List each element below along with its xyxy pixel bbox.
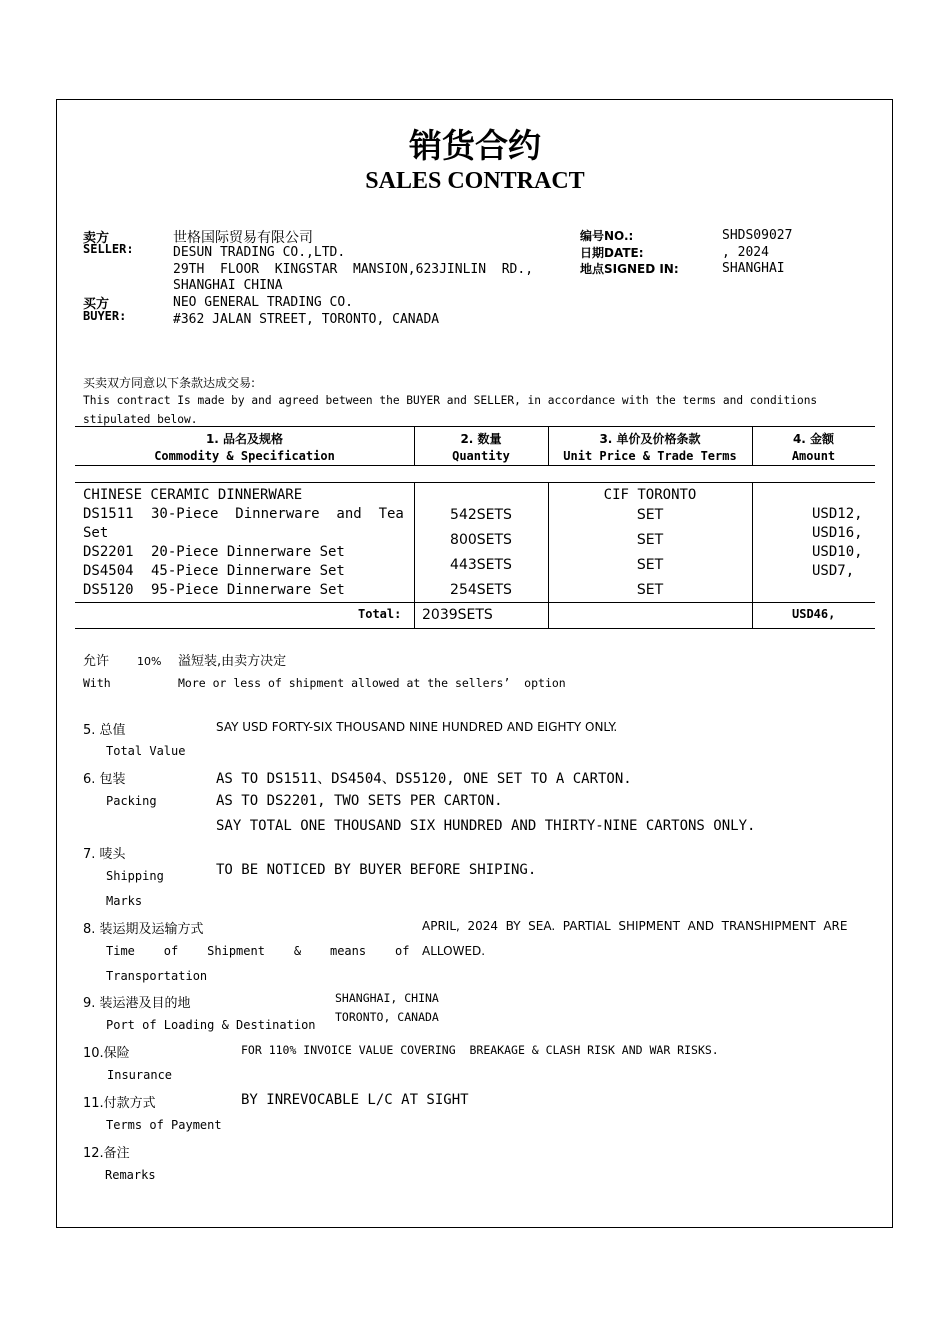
date-value: , 2024 <box>722 245 769 260</box>
seller-label-en: SELLER: <box>83 242 134 256</box>
item-quantity: 254SETS <box>450 582 512 598</box>
clause-12-label-en: Remarks <box>105 1168 156 1182</box>
item-unit: SET <box>636 557 664 573</box>
commodity-title: CHINESE CERAMIC DINNERWARE <box>83 487 303 503</box>
total-amount: USD46, <box>792 607 836 621</box>
allowance-en-text: More or less of shipment allowed at the sellers’ option <box>178 676 566 690</box>
agreement-cn: 买卖双方同意以下条款达成交易: <box>83 376 256 390</box>
clause-8-label-en-1: Time of Shipment & means of <box>106 944 410 958</box>
title-english: SALES CONTRACT <box>365 168 585 194</box>
table-bottom-border <box>75 628 875 629</box>
clause-11-label-en: Terms of Payment <box>106 1118 222 1132</box>
col-divider-3b <box>752 482 753 629</box>
item-quantity: 542SETS <box>450 507 512 523</box>
item-description: 30-Piece Dinnerware and Tea <box>151 506 404 522</box>
item-unit: SET <box>636 507 664 523</box>
item-code: DS1511 <box>83 506 134 522</box>
table-header-bottom <box>75 465 875 466</box>
seller-address-line2: SHANGHAI CHINA <box>173 278 283 293</box>
seller-name-cn: 世格国际贸易有限公司 <box>173 230 313 246</box>
header-commodity-en: Commodity & Specification <box>154 449 335 463</box>
item-description-cont: Set <box>83 525 109 541</box>
header-amount-cn: 4. 金额 <box>792 432 835 446</box>
item-amount: USD10, <box>812 544 863 560</box>
clause-7-value: TO BE NOTICED BY BUYER BEFORE SHIPING. <box>216 862 537 878</box>
clause-7-label-en-1: Shipping <box>106 869 164 883</box>
buyer-name: NEO GENERAL TRADING CO. <box>173 295 354 310</box>
seller-address-line1: 29TH FLOOR KINGSTAR MANSION,623JINLIN RD., <box>173 262 534 277</box>
header-unit-price-en: Unit Price & Trade Terms <box>563 449 737 463</box>
clause-8-value-1: APRIL, 2024 BY SEA. PARTIAL SHIPMENT AND TRANSHIPMENT ARE <box>422 919 848 933</box>
clause-9-value-1: SHANGHAI, CHINA <box>335 991 439 1005</box>
clause-6-line1: AS TO DS1511、DS4504、DS5120, ONE SET TO A CARTON. <box>216 771 632 787</box>
item-description: 20-Piece Dinnerware Set <box>151 544 345 560</box>
agreement-en-line2: stipulated below. <box>83 413 198 426</box>
total-quantity: 2039SETS <box>422 607 493 623</box>
item-description: 95-Piece Dinnerware Set <box>151 582 345 598</box>
trade-term: CIF TORONTO <box>603 487 697 503</box>
table-top-border <box>75 426 875 427</box>
item-unit: SET <box>636 582 664 598</box>
buyer-address: #362 JALAN STREET, TORONTO, CANADA <box>173 312 440 327</box>
item-code: DS4504 <box>83 563 134 579</box>
clause-8-value-2: ALLOWED. <box>422 944 486 958</box>
agreement-en-line1: This contract Is made by and agreed between the BUYER and SELLER, in accordance with the terms and conditions <box>83 394 818 407</box>
header-amount-en: Amount <box>791 449 836 463</box>
header-quantity-cn: 2. 数量 <box>460 432 502 446</box>
seller-name-en: DESUN TRADING CO.,LTD. <box>173 245 346 260</box>
item-amount: USD12, <box>812 506 863 522</box>
total-label: Total: <box>358 607 402 621</box>
contract-no-value: SHDS09027 <box>722 228 793 243</box>
col-divider-1b <box>414 482 415 629</box>
clause-10-value: FOR 110% INVOICE VALUE COVERING BREAKAGE & CLASH RISK AND WAR RISKS. <box>241 1043 719 1057</box>
clause-5-label-en: Total Value <box>106 744 186 758</box>
table-body-top <box>75 482 875 483</box>
allowance-cn-prefix: 允许 <box>83 654 110 669</box>
contract-no-label: 编号NO.: <box>580 229 634 243</box>
clause-7-label-cn: 7. 唛头 <box>83 847 126 862</box>
clause-5-value: SAY USD FORTY-SIX THOUSAND NINE HUNDRED AND EIGHTY ONLY. <box>216 720 618 734</box>
allowance-percentage: 10% <box>137 655 162 668</box>
header-quantity-en: Quantity <box>452 449 510 463</box>
allowance-cn-text: 溢短装,由卖方决定 <box>178 654 287 669</box>
item-amount: USD7, <box>812 563 855 579</box>
allowance-en-prefix: With <box>83 676 111 690</box>
clause-11-value: BY INREVOCABLE L/C AT SIGHT <box>241 1092 469 1108</box>
clause-9-label-cn: 9. 装运港及目的地 <box>83 996 191 1011</box>
signed-in-label: 地点SIGNED IN: <box>580 262 679 276</box>
table-total-top <box>75 602 875 603</box>
col-divider-2b <box>548 482 549 629</box>
clause-8-label-en-2: Transportation <box>106 969 208 983</box>
signed-in-value: SHANGHAI <box>722 261 785 276</box>
clause-7-label-en-2: Marks <box>106 894 143 908</box>
item-description: 45-Piece Dinnerware Set <box>151 563 345 579</box>
header-commodity-cn: 1. 品名及规格 <box>205 432 284 446</box>
clause-9-value-2: TORONTO, CANADA <box>335 1010 439 1024</box>
date-label: 日期DATE: <box>580 246 644 260</box>
clause-6-label-cn: 6. 包装 <box>83 772 126 787</box>
clause-10-label-en: Insurance <box>107 1068 173 1082</box>
clause-8-label-cn: 8. 装运期及运输方式 <box>83 922 204 937</box>
buyer-label-cn: 买方 <box>83 297 110 312</box>
clause-6-line3: SAY TOTAL ONE THOUSAND SIX HUNDRED AND THIRTY-NINE CARTONS ONLY. <box>216 818 756 834</box>
item-code: DS5120 <box>83 582 134 598</box>
seller-label-cn: 卖方 <box>83 231 110 246</box>
item-code: DS2201 <box>83 544 134 560</box>
clause-6-label-en: Packing <box>106 794 157 808</box>
clause-6-line2: AS TO DS2201, TWO SETS PER CARTON. <box>216 793 503 809</box>
item-quantity: 443SETS <box>450 557 512 573</box>
item-quantity: 800SETS <box>450 532 512 548</box>
item-amount: USD16, <box>812 525 863 541</box>
clause-9-label-en: Port of Loading & Destination <box>106 1018 316 1032</box>
clause-5-label-cn: 5. 总值 <box>83 723 126 738</box>
clause-11-label-cn: 11.付款方式 <box>83 1096 156 1111</box>
clause-10-label-cn: 10.保险 <box>83 1046 130 1061</box>
clause-12-label-cn: 12.备注 <box>83 1146 130 1161</box>
buyer-label-en: BUYER: <box>83 309 127 323</box>
item-unit: SET <box>636 532 664 548</box>
header-unit-price-cn: 3. 单价及价格条款 <box>599 432 701 446</box>
title-chinese: 销货合约 <box>409 126 541 165</box>
